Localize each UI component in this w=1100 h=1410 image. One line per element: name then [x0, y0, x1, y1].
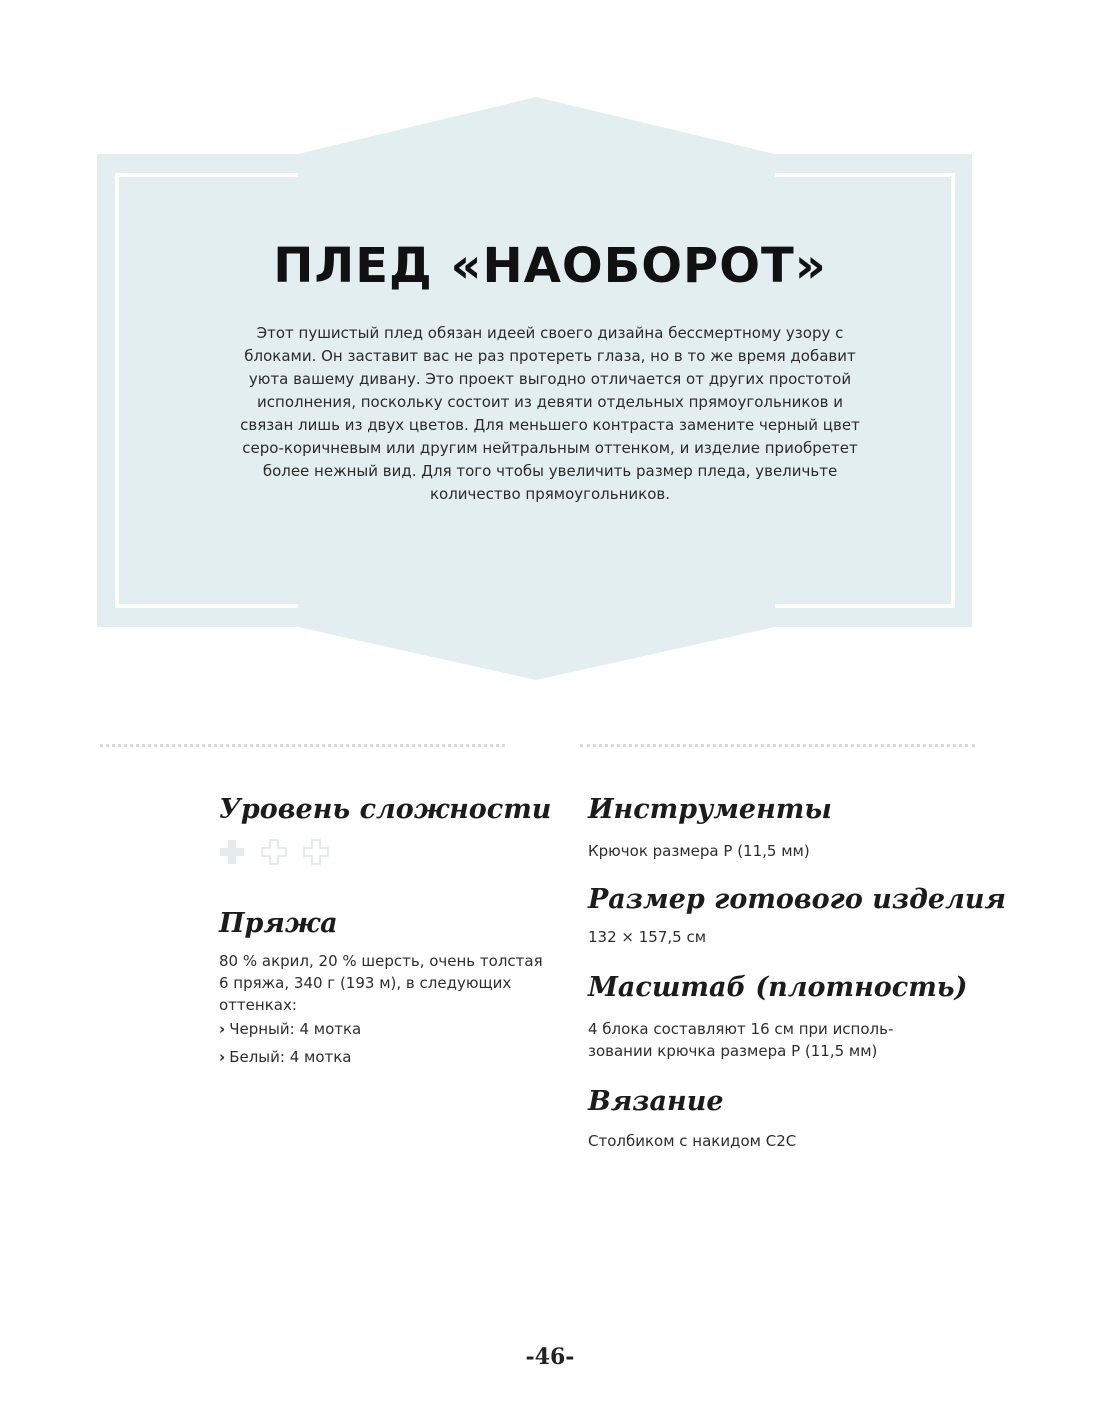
- yarn-desc-line: 80 % акрил, 20 % шерсть, очень толстая: [219, 952, 543, 970]
- yarn-desc-line: 6 пряжа, 340 г (193 м), в следующих: [219, 974, 512, 992]
- tools-heading: Инструменты: [588, 794, 832, 825]
- page-number: -46-: [525, 1344, 575, 1370]
- divider-right: [580, 744, 975, 747]
- size-text: 132 × 157,5 см: [588, 928, 707, 946]
- knitting-heading: Вязание: [588, 1086, 724, 1117]
- cross-icon-outline: [262, 840, 286, 864]
- yarn-heading: Пряжа: [219, 908, 338, 939]
- cross-icon-filled: [220, 840, 244, 864]
- yarn-bullet: › Белый: 4 мотка: [219, 1048, 352, 1066]
- gauge-line: зовании крючка размера P (11,5 мм): [588, 1042, 878, 1060]
- yarn-bullet: › Черный: 4 мотка: [219, 1020, 362, 1038]
- cross-icon-outline: [304, 840, 328, 864]
- gauge-line: 4 блока составляют 16 см при исполь-: [588, 1020, 894, 1038]
- gauge-heading: Масштаб (плотность): [588, 972, 968, 1003]
- knitting-text: Столбиком с накидом C2C: [588, 1132, 797, 1150]
- tools-text: Крючок размера P (11,5 мм): [588, 842, 810, 860]
- difficulty-rating: [219, 836, 339, 872]
- difficulty-heading: Уровень сложности: [219, 794, 552, 825]
- chevron-right-icon: ›: [219, 1020, 226, 1038]
- yarn-desc-line: оттенках:: [219, 996, 297, 1014]
- right-column: [588, 792, 1006, 1152]
- divider-left: [100, 744, 505, 747]
- chevron-right-icon: ›: [219, 1048, 226, 1066]
- left-column: [219, 792, 559, 1068]
- size-heading: Размер готового изделия: [588, 884, 1006, 915]
- page-title: ПЛЕД «НАОБОРОТ»: [273, 238, 827, 294]
- intro-paragraph: Этот пушистый плед обязан идеей своего дизайна бессмертному узору с блоками. Он заставит вас не раз протереть глаза, но в то же время добавит уюта вашему дивану. Это проект выгодно отличается от других простотой исполнения, поскольку состоит из девяти отдельных прямоугольников и связан лишь из двух цветов. Для меньшего контраста замените черный цвет серо-коричневым или другим нейтральным оттенком, и изделие приобретет более нежный вид. Для того чтобы увеличить размер пледа, увеличьте количество прямоугольников.: [240, 324, 860, 503]
